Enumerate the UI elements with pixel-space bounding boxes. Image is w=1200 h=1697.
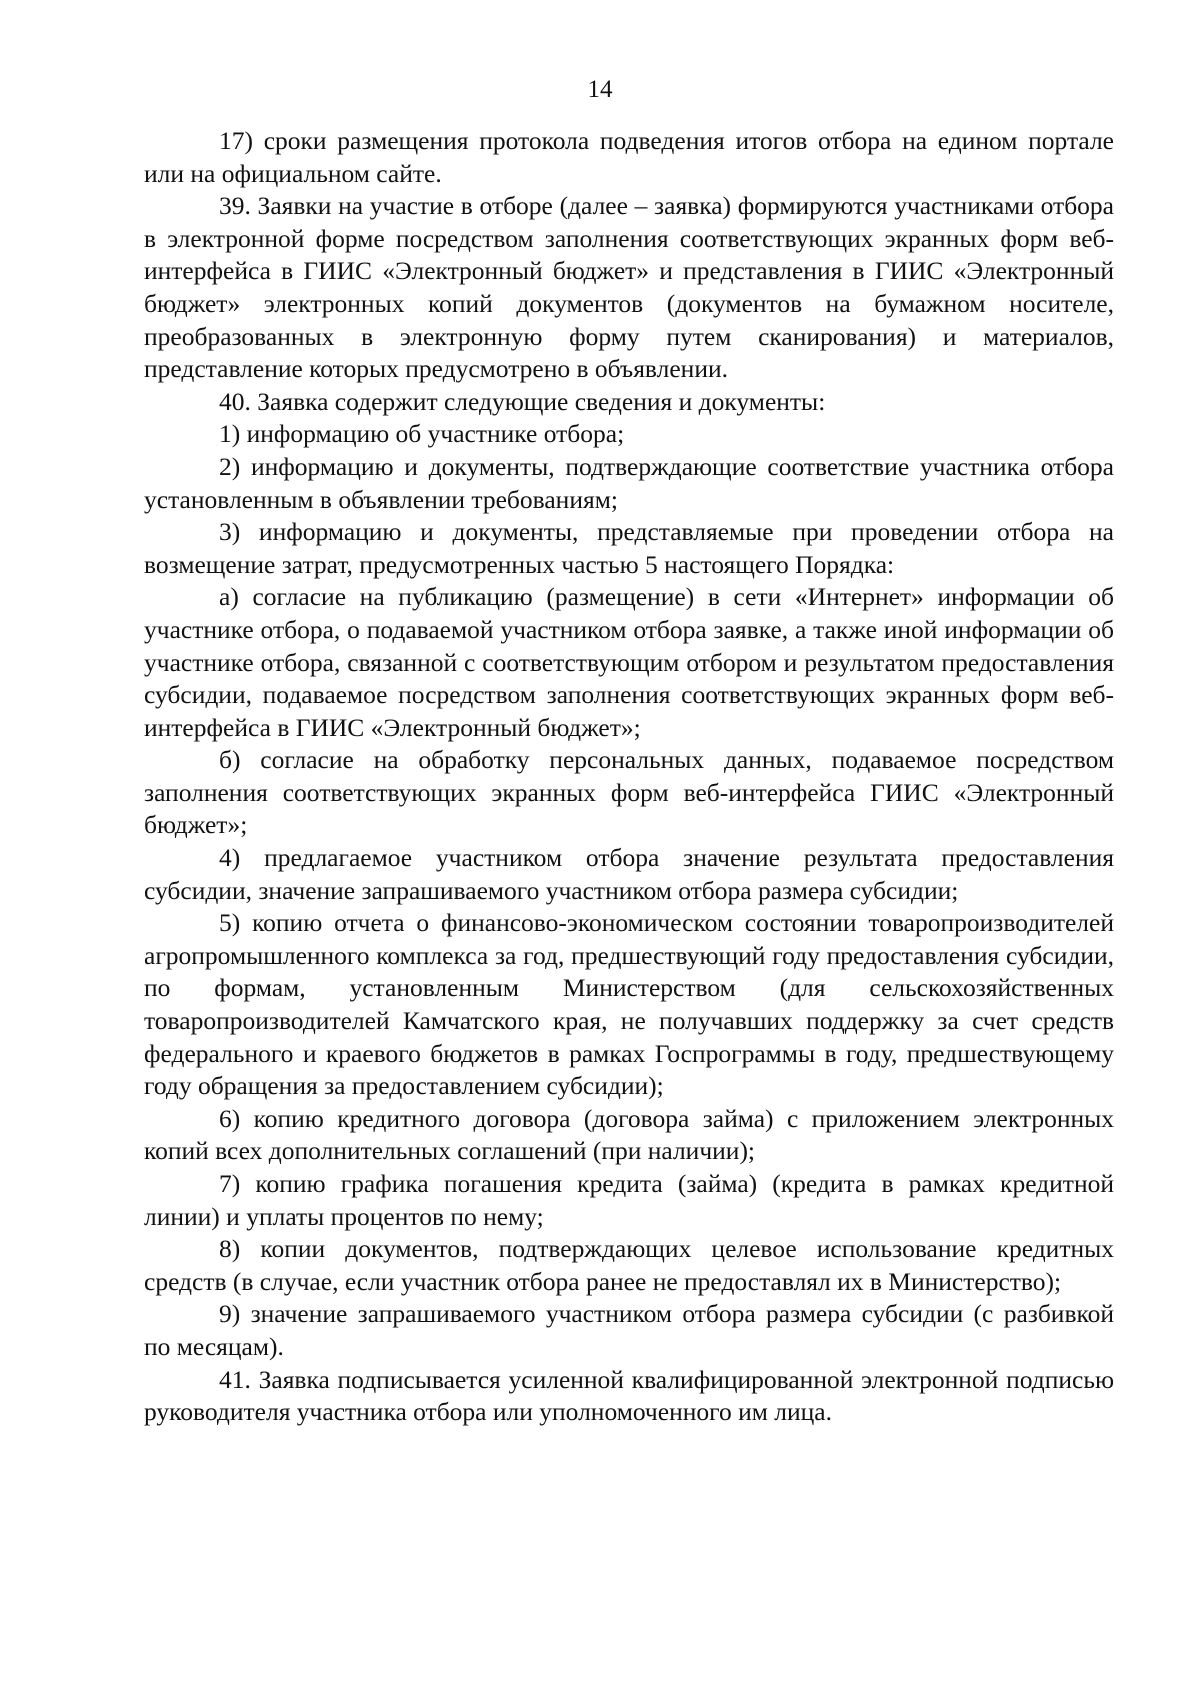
paragraph-subitem-a: а) согласие на публикацию (размещение) в сети «Интернет» информации об участнике отбора, о подаваемой участником отбора заявке, а также иной информации об участнике отбора, связанной с соответствующим отбором и результатом предоставления субсидии, подаваемое посредством заполнения соответствующих экранных форм веб-интерфейса в ГИИС «Электронный бюджет»; [144, 582, 1114, 742]
paragraph-item-4: 4) предлагаемое участником отбора значение результата предоставления субсидии, значение запрашиваемого участником отбора размера субсидии; [144, 843, 1114, 905]
paragraph-clause-39: 39. Заявки на участие в отборе (далее – заявка) формируются участниками отбора в электронной форме посредством заполнения соответствующих экранных форм веб-интерфейса в ГИИС «Электронный бюджет» и представления в ГИИС «Электронный бюджет» электронных копий документов (документов на бумажном носителе, преобразованных в электронную форму путем сканирования) и материалов, представление которых предусмотрено в объявлении. [144, 191, 1114, 384]
paragraph-subitem-b: б) согласие на обработку персональных данных, подаваемое посредством заполнения соответствующих экранных форм веб-интерфейса ГИИС «Электронный бюджет»; [144, 745, 1114, 840]
paragraph-item-8: 8) копии документов, подтверждающих целевое использование кредитных средств (в случае, если участник отбора ранее не предоставлял их в Министерство); [144, 1234, 1114, 1296]
paragraph-item-7: 7) копию графика погашения кредита (займа) (кредита в рамках кредитной линии) и уплаты процентов по нему; [144, 1169, 1114, 1231]
paragraph-item-1: 1) информацию об участнике отбора; [219, 419, 625, 449]
document-body [144, 125, 1114, 1429]
paragraph-item-3: 3) информацию и документы, представляемые при проведении отбора на возмещение затрат, предусмотренных частью 5 настоящего Порядка: [144, 517, 1114, 579]
paragraph-item-2: 2) информацию и документы, подтверждающие соответствие участника отбора установленным в объявлении требованиям; [144, 451, 1114, 514]
paragraph-item-5: 5) копию отчета о финансово-экономическом состоянии товаропроизводителей агропромышленного комплекса за год, предшествующий году предоставления субсидии, по формам, установленным Министерством (для сельскохозяйственных товаропроизводителей Камчатского края, не получавших поддержку за счет средств федерального и краевого бюджетов в рамках Госпрограммы в году, предшествующему году обращения за предоставлением субсидии); [144, 908, 1114, 1101]
paragraph-item-17: 17) сроки размещения протокола подведения итогов отбора на едином портале или на официальном сайте. [144, 126, 1114, 188]
page-number: 14 [587, 76, 613, 103]
paragraph-clause-40: 40. Заявка содержит следующие сведения и документы: [219, 386, 826, 416]
paragraph-item-6: 6) копию кредитного договора (договора займа) с приложением электронных копий всех дополнительных соглашений (при наличии); [144, 1103, 1114, 1166]
paragraph-clause-41: 41. Заявка подписывается усиленной квалифицированной электронной подписью руководителя участника отбора или уполномоченного им лица. [144, 1364, 1114, 1427]
paragraph-item-9: 9) значение запрашиваемого участником отбора размера субсидии (с разбивкой по месяцам). [144, 1299, 1114, 1361]
